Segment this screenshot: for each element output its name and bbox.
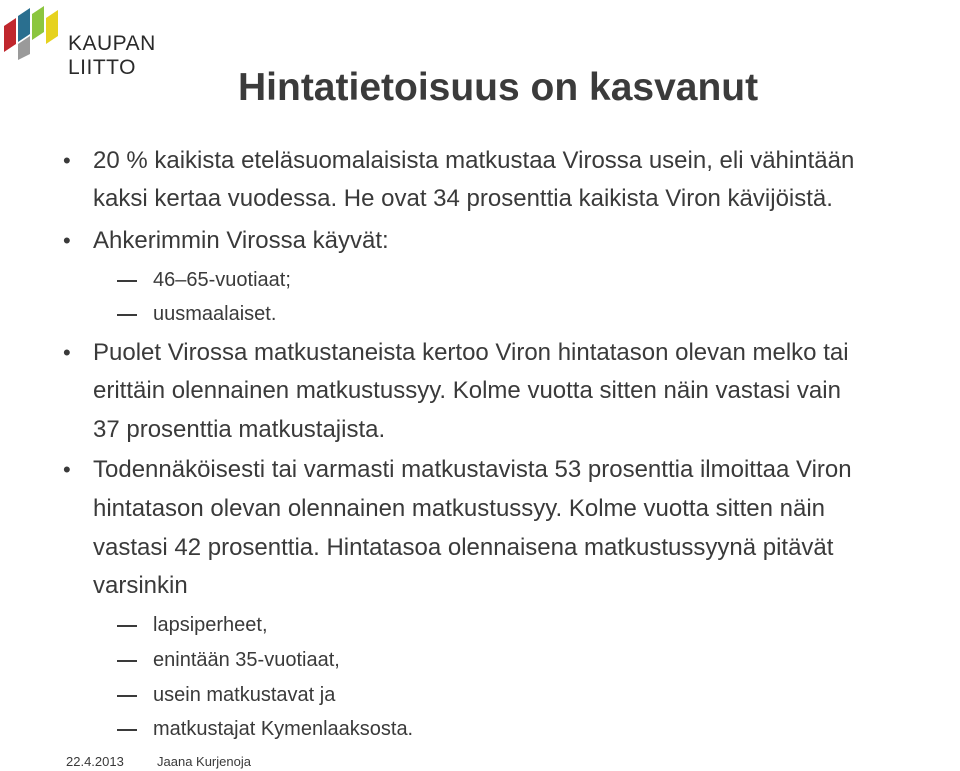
bullet-4-sub-3: usein matkustavat ja <box>153 680 335 710</box>
bullet-1-line-2: kaksi kertaa vuodessa. He ovat 34 prosenttia kaikista Viron kävijöistä. <box>93 185 833 212</box>
bullet-2-sub-1: 46–65-vuotiaat; <box>153 265 291 295</box>
bullet-4-sub-2: enintään 35-vuotiaat, <box>153 645 340 675</box>
bullet-3-line-2: erittäin olennainen matkustussyy. Kolme vuotta sitten näin vastasi vain <box>93 377 841 404</box>
logo-mark-icon <box>4 4 68 60</box>
bullet-2: • Ahkerimmin Virossa käyvät: <box>93 226 389 256</box>
logo-text: KAUPAN LIITTO <box>68 32 156 79</box>
bullet-3-line-3: 37 prosenttia matkustajista. <box>93 416 386 443</box>
footer-author: Jaana Kurjenoja <box>157 754 251 769</box>
bullet-4-sub-4: matkustajat Kymenlaaksosta. <box>153 714 413 744</box>
bullet-1-line-1: • 20 % kaikista eteläsuomalaisista matkustaa Virossa usein, eli vähintään <box>93 146 854 176</box>
bullet-2-sub-2: uusmaalaiset. <box>153 299 276 329</box>
bullet-4-line-2: hintatason olevan olennainen matkustussyy. Kolme vuotta sitten näin <box>93 495 825 522</box>
bullet-4-sub-1: lapsiperheet, <box>153 610 268 640</box>
bullet-4-line-3: vastasi 42 prosenttia. Hintatasoa olennaisena matkustussyynä pitävät <box>93 534 834 561</box>
bullet-4-line-4: varsinkin <box>93 572 188 599</box>
slide-title: Hintatietoisuus on kasvanut <box>238 66 759 109</box>
kaupan-liitto-logo <box>4 4 214 79</box>
bullet-4-line-1: • Todennäköisesti tai varmasti matkustavista 53 prosenttia ilmoittaa Viron <box>93 455 852 485</box>
bullet-3-line-1: • Puolet Virossa matkustaneista kertoo Viron hintatason olevan melko tai <box>93 338 849 368</box>
footer-date: 22.4.2013 <box>66 754 124 769</box>
